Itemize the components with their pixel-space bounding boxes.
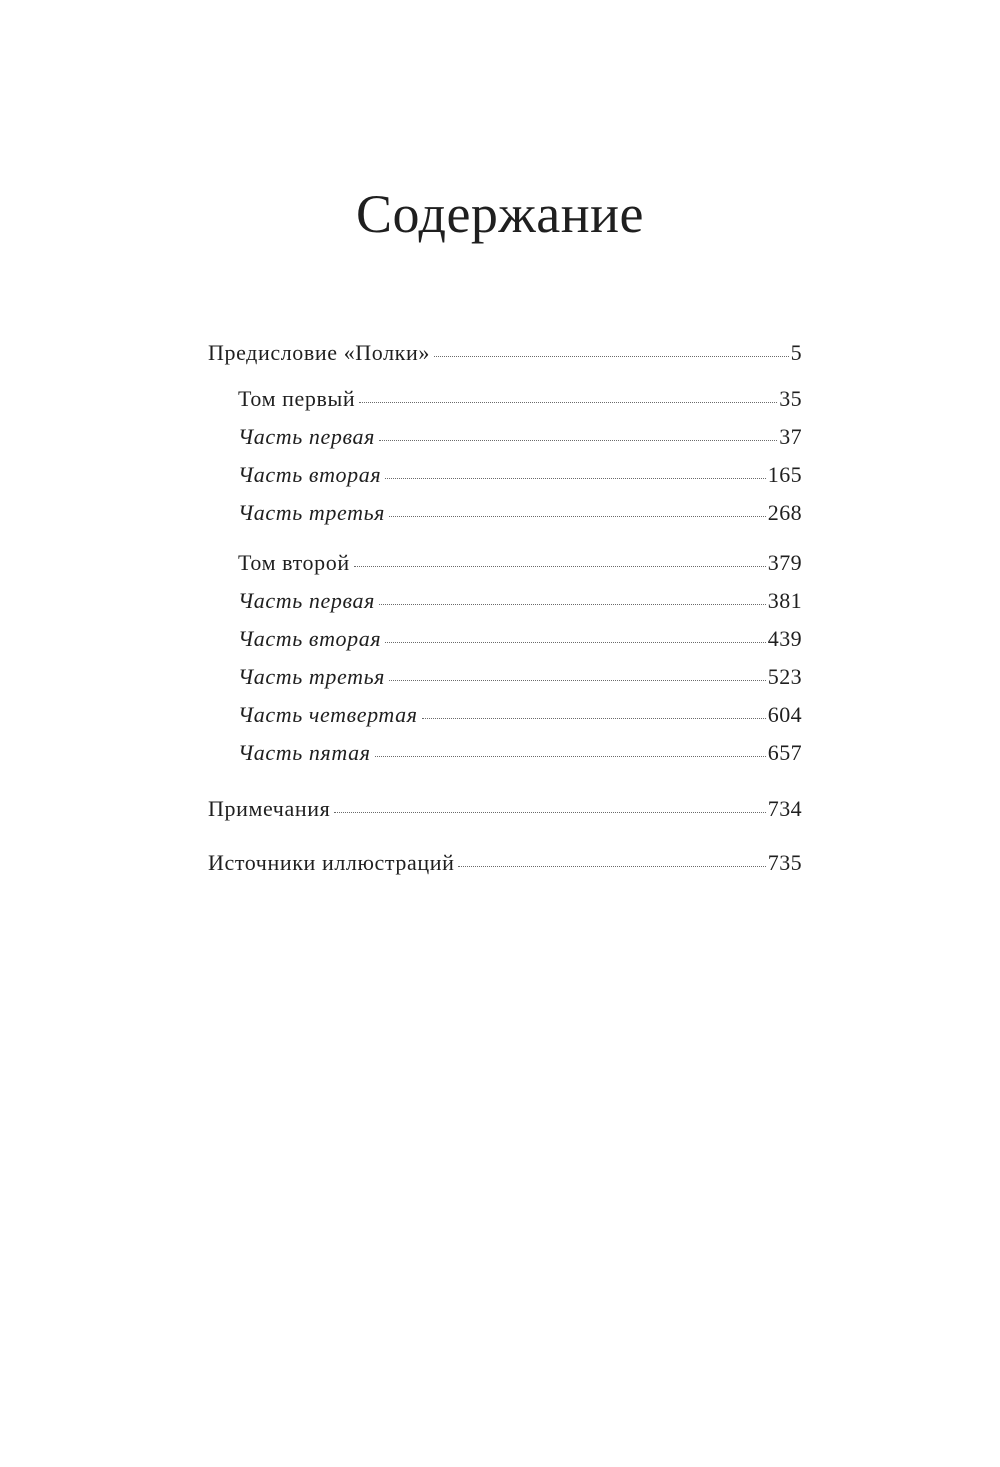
dot-leader [375,756,766,757]
page-title: Содержание [356,184,644,244]
toc-entry-page: 5 [790,340,802,365]
toc-entry-v1-part-three[interactable] [238,496,802,530]
toc-entry-v1-part-two[interactable] [238,458,802,492]
dot-leader [389,680,766,681]
toc-entry-page: 381 [767,588,802,613]
toc-entry-page: 657 [767,740,802,765]
toc-entry-label: Часть четвертая [238,702,418,727]
toc-entry-page: 439 [767,626,802,651]
toc-entry-v2-part-three[interactable] [238,660,802,694]
toc-entry-label: Часть пятая [238,740,371,765]
toc-entry-page: 165 [767,462,802,487]
dot-leader [385,478,766,479]
toc-entry-label: Часть вторая [238,626,382,651]
toc-entry-label: Предисловие «Полки» [208,340,430,365]
toc-entry-label: Том второй [238,550,350,575]
dot-leader [434,356,789,357]
dot-leader [458,866,765,867]
toc-entry-label: Часть первая [238,588,375,613]
toc-entry-v2-part-two[interactable] [238,622,802,656]
toc-entry-volume-one[interactable] [238,382,802,416]
dot-leader [422,718,766,719]
toc-entry-label: Источники иллюстраций [208,850,455,875]
toc-entry-page: 523 [767,664,802,689]
toc-entry-page: 35 [779,386,802,411]
toc-entry-label: Часть первая [238,424,375,449]
toc-entry-page: 734 [767,796,802,821]
toc-entry-page: 37 [779,424,802,449]
dot-leader [379,604,766,605]
toc-entry-volume-two[interactable] [238,546,802,580]
toc-entry-v2-part-five[interactable] [238,736,802,770]
toc-entry-preface[interactable] [208,336,802,370]
toc-entry-notes[interactable] [208,792,802,826]
dot-leader [389,516,766,517]
toc-entry-page: 379 [767,550,802,575]
toc-entry-v1-part-one[interactable] [238,420,802,454]
dot-leader [334,812,766,813]
toc-entry-label: Примечания [208,796,331,821]
toc-entry-label: Часть третья [238,664,386,689]
toc-entry-v2-part-one[interactable] [238,584,802,618]
toc-entry-page: 604 [767,702,802,727]
toc-entry-v2-part-four[interactable] [238,698,802,732]
toc-entry-label: Том первый [238,386,356,411]
dot-leader [359,402,777,403]
dot-leader [379,440,777,441]
toc-entry-page: 735 [767,850,802,875]
toc-entry-illustration-sources[interactable] [208,846,802,880]
toc-entry-label: Часть третья [238,500,386,525]
dot-leader [385,642,766,643]
toc-entry-label: Часть вторая [238,462,382,487]
dot-leader [354,566,766,567]
toc-entry-page: 268 [767,500,802,525]
